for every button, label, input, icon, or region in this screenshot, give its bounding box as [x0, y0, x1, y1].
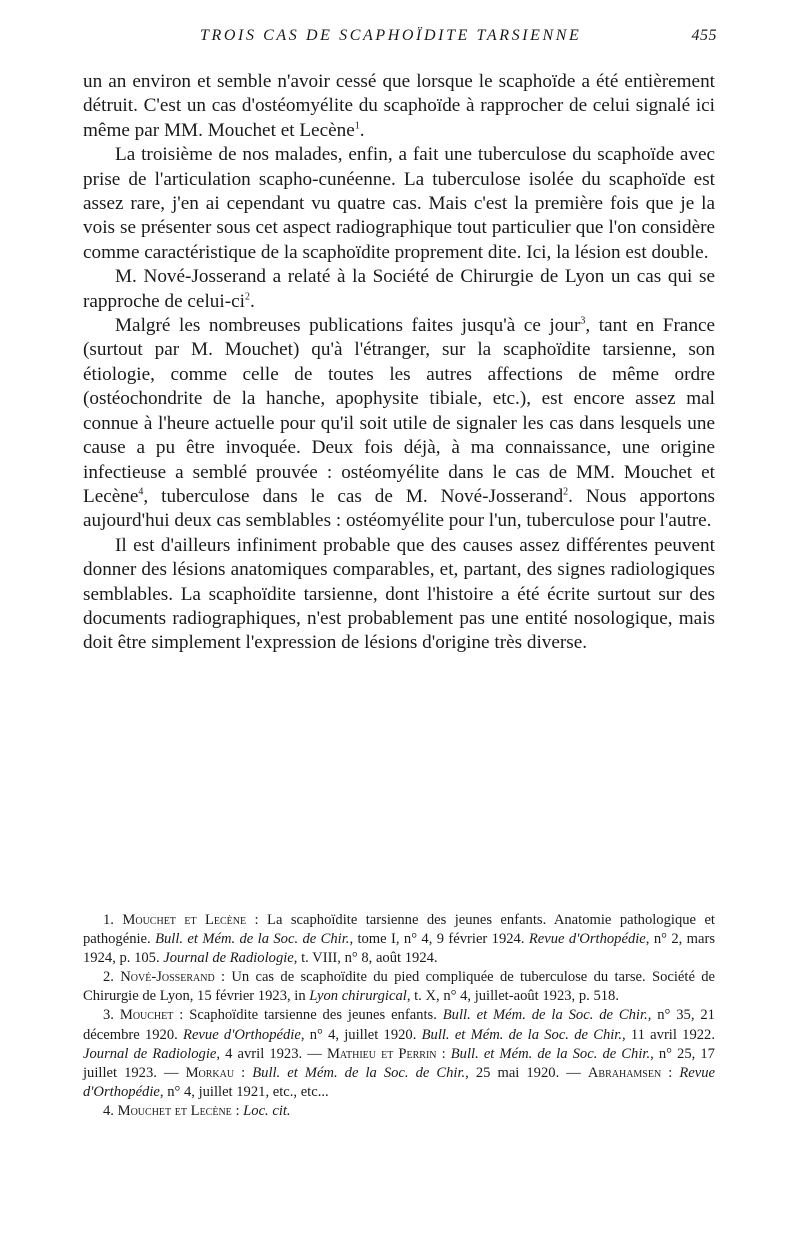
footnotes [83, 911, 715, 1121]
paragraph-1: un an environ et semble n'avoir cessé que lorsque le scaphoïde a été entièrement détruit. C'est un cas d'ostéomyélite du scaphoïde à rapprocher de celui signalé ici même par MM. Mouchet et Lecène$^1$. [83, 71, 715, 141]
footnote-4: 4. Mouchet et Lecène : Loc. cit. [103, 1102, 291, 1119]
footnote-ref: 1 [354, 120, 360, 132]
page-number: 455 [691, 27, 717, 44]
footnote-ref: 2 [563, 486, 569, 498]
paragraph-2: La troisième de nos malades, enfin, a fait une tuberculose du scaphoïde avec prise de l'articulation scapho-cunéenne. La tuberculose isolée du scaphoïde est assez rare, j'en ai cependant vu quatre cas. Mais c'est la première fois que je la vois se présenter sous cet aspect radiographique tout particulier que l'on considère comme caractéristique de la scaphoïdite proprement dite. Ici, la lésion est double. [83, 144, 715, 263]
footnote-3: 3. Mouchet : Scaphoïdite tarsienne des jeunes enfants. Bull. et Mém. de la Soc. de Chir., n° 35, 21 décembre 1920. Revue d'Orthopédie, n° 4, juillet 1920. Bull. et Mém. de la Soc. de Chir., 11 avril 1922. Journal de Radiologie, 4 avril 1923. — Mathieu et Perrin : Bull. et Mém. de la Soc. de Chir., n° 25, 17 juillet 1923. — Morkau : Bull. et Mém. de la Soc. de Chir., 25 mai 1920. — Abrahamsen : Revue d'Orthopédie, n° 4, juillet 1921, etc., etc... [83, 1007, 715, 1100]
footnote-ref: 2 [244, 291, 250, 303]
main-text [83, 70, 715, 656]
footnote-ref: 3 [580, 315, 586, 327]
paragraph-4: Malgré les nombreuses publications faites jusqu'à ce jour$^3$, tant en France (surtout par M. Mouchet) qu'à l'étranger, sur la scaphoïdite tarsienne, son étiologie, comme celle de toutes les autres affections de même ordre (ostéochondrite de la hanche, apophysite tibiale, etc.), est encore assez mal connue à l'heure actuelle pour qu'il soit utile de signaler les cas dans lesquels une cause a pu être invoquée. Deux fois déjà, à ma connaissance, une origine infectieuse a semblé prouvée : ostéomyélite dans le cas de MM. Mouchet et Lecène$^4$, tuberculose dans le cas de M. Nové-Josserand$^2$. Nous apportons aujourd'hui deux cas semblables : ostéomyélite pour l'un, tuberculose pour l'autre. [83, 315, 716, 532]
running-header [82, 27, 717, 51]
running-title: TROIS CAS DE SCAPHOÏDITE TARSIENNE [200, 27, 582, 44]
footnote-1: 1. Mouchet et Lecène : La scaphoïdite tarsienne des jeunes enfants. Anatomie pathologique et pathogénie. Bull. et Mém. de la Soc. de Chir., tome I, n° 4, 9 février 1924. Revue d'Orthopédie, n° 2, mars 1924, p. 105. Journal de Radiologie, t. VIII, n° 8, août 1924. [83, 912, 716, 967]
paragraph-3: M. Nové-Josserand a relaté à la Société de Chirurgie de Lyon un cas qui se rapproche de celui-$ci^2$. [83, 266, 715, 312]
footnote-2: 2. Nové-Josserand : Un cas de scaphoïdite du pied compliquée de tuberculose du tarse. Société de Chirurgie de Lyon, 15 février 1923, in Lyon chirurgical, t. X, n° 4, juillet-août 1923, p. 518. [83, 969, 716, 1005]
footnote-ref: 4 [138, 486, 144, 498]
paragraph-5: Il est d'ailleurs infiniment probable que des causes assez différentes peuvent donner des lésions anatomiques comparables, et, partant, des signes radiologiques semblables. La scaphoïdite tarsienne, dont l'histoire a été écrite surtout sur des documents radiographiques, n'est probablement pas une entité nosologique, mais doit être simplement l'expression de lésions d'origine très diverse. [83, 534, 715, 654]
